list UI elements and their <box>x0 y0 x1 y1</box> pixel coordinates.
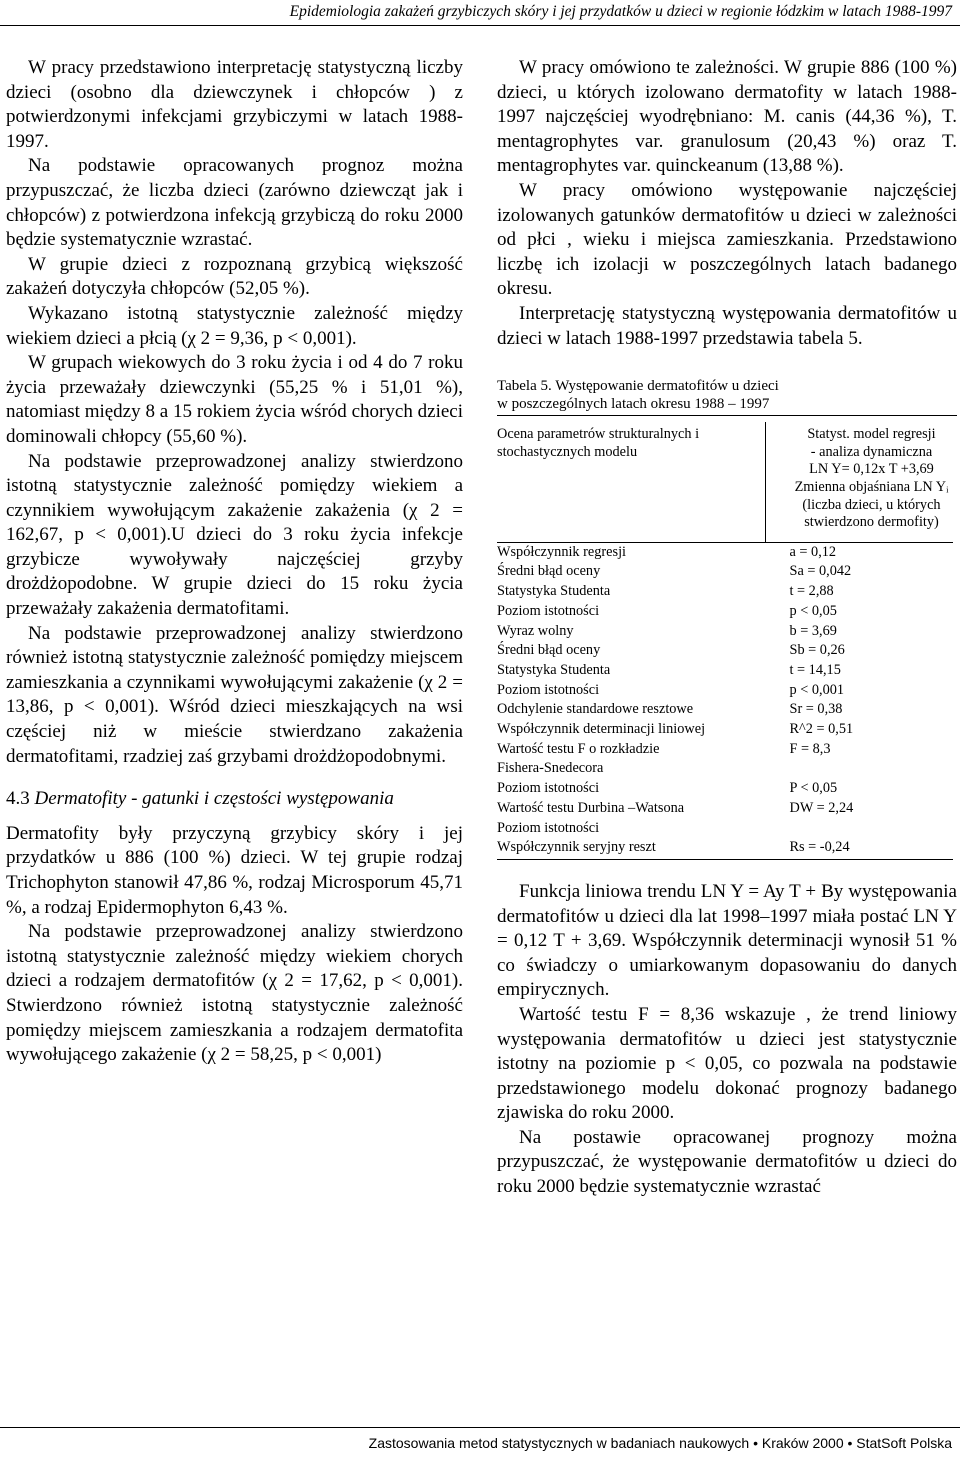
table-header-right <box>766 422 954 532</box>
page-header <box>0 0 960 26</box>
right-column <box>497 56 957 1200</box>
row-value: R^2 = 0,51 <box>789 721 854 738</box>
row-value: t = 2,88 <box>789 583 834 600</box>
row-value: Sb = 0,26 <box>789 642 845 659</box>
paragraph: W pracy przedstawiono interpretację statystyczną liczby dzieci (osobno dla dziewczynek i chłopców ) z potwierdzonymi infekcjami grzybiczymi w latach 1988-1997. <box>6 57 463 152</box>
paragraph: Na podstawie przeprowadzonej analizy stwierdzono istotną statystycznie zależność pomiędzy wiekiem a czynnikiem wywołującym zakażenie zakażenia (χ 2 = 162,67, p < 0,001).U dzieci do 3 roku życia infekcje grzybicze wywoływały najczęściej grzyby drożdżopodobne. W grupie dzieci do 15 roku życia przeważały zakażenia dermatofitami. <box>6 450 463 620</box>
table-header-line: - analiza dynamiczna <box>810 443 933 460</box>
table-row <box>497 661 953 681</box>
row-label: Statystyka Studenta <box>497 583 611 600</box>
paragraph: Interpretację statystyczną występowania dermatofitów u dzieci w latach 1988-1997 przedstawia tabela 5. <box>497 302 957 349</box>
row-value: P < 0,05 <box>789 780 838 797</box>
paragraph: W pracy omówiono występowanie najczęściej izolowanych gatunków dermatofitów u dzieci w zależności od płci , wieku i miejsca zamieszkania. Przedstawiono liczbę ich izolacji w poszczególnych latach badanego okresu. <box>497 179 957 300</box>
table-row <box>497 838 953 858</box>
table-row <box>497 799 953 819</box>
section-title: Dermatofity - gatunki i częstości występowania <box>34 788 394 810</box>
table-row <box>497 542 953 562</box>
table-caption-line: Tabela 5. Występowanie dermatofitów u dzieci <box>497 378 779 395</box>
row-value <box>766 819 954 839</box>
table-header-separator <box>497 532 953 543</box>
table-row <box>497 562 953 582</box>
row-label: Średni błąd oceny <box>497 563 601 580</box>
row-value: DW = 2,24 <box>789 799 854 816</box>
row-value: Sr = 0,38 <box>789 701 843 718</box>
table-row <box>497 681 953 701</box>
section-number: 4.3 <box>6 788 30 810</box>
table-top-rule <box>497 415 957 416</box>
header-rule <box>0 25 960 26</box>
row-value <box>766 759 954 779</box>
table-row <box>497 602 953 622</box>
table-header-left: Ocena parametrów strukturalnych i stochastycznych modelu <box>497 426 700 460</box>
table-header-row <box>497 422 953 532</box>
table-header-line: Zmienna objaśniana LN Yᵢ <box>794 478 949 495</box>
row-label: Wartość testu F o rozkładzie <box>497 740 660 757</box>
footer-text: Zastosowania metod statystycznych w badaniach naukowych • Kraków 2000 • StatSoft Polska <box>368 1435 952 1451</box>
section-heading <box>6 787 463 812</box>
row-label: Wartość testu Durbina –Watsona <box>497 799 685 816</box>
table-row <box>497 622 953 642</box>
regression-table <box>497 422 953 860</box>
row-label: Poziom istotności <box>497 819 600 836</box>
table-header-line: Statyst. model regresji <box>807 426 936 443</box>
row-value: Rs = -0,24 <box>789 839 850 856</box>
running-title: Epidemiologia zakażeń grzybiczych skóry i jej przydatków u dzieci w regionie łódzkim w latach 1988-1997 <box>289 3 952 20</box>
row-label: Współczynnik seryjny reszt <box>497 839 656 856</box>
footer-rule <box>0 1427 960 1428</box>
table-row <box>497 819 953 839</box>
row-value: F = 8,3 <box>789 740 831 757</box>
paragraph: Funkcja liniowa trendu LN Y = Ay T + By występowania dermatofitów u dzieci dla lat 1998–1997 miała postać LN Y = 0,12 T + 3,69. Współczynnik determinacji wynosił 51 % co świadczy o umiarkowanym dopasowaniu do danych empirycznych. <box>497 880 957 1001</box>
paragraph: Na podstawie przeprowadzonej analizy stwierdzono istotną statystycznie zależność między wiekiem chorych dzieci a rodzajem dermatofitów (χ 2 = 17,62, p < 0,001). Stwierdzono również istotną statystycznie zależność pomiędzy miejscem zamieszkania a rodzajem dermatofita wywołującego zakażenie (χ 2 = 58,25, p < 0,001) <box>6 921 463 1066</box>
row-label: Średni błąd oceny <box>497 642 601 659</box>
paragraph: W grupie dzieci z rozpoznaną grzybicą większość zakażeń dotyczyła chłopców (52,05 %). <box>6 253 463 300</box>
table-row <box>497 759 953 779</box>
row-label: Wyraz wolny <box>497 622 574 639</box>
page-footer <box>0 1427 960 1457</box>
table-caption-line: w poszczególnych latach okresu 1988 – 1997 <box>497 396 770 413</box>
paragraph: Wartość testu F = 8,36 wskazuje , że trend liniowy występowania dermatofitów u dzieci jest statystycznie istotny na poziomie p < 0,05, co pozwala na podstawie przedstawionego modelu dokonać prognozy badanego zjawiska do roku 2000. <box>497 1003 957 1124</box>
table-row <box>497 641 953 661</box>
table-header-line: (liczba dzieci, u których stwierdzono dermofity) <box>802 496 941 531</box>
row-label: Statystyka Studenta <box>497 661 611 678</box>
table-caption <box>497 377 957 413</box>
row-label: Poziom istotności <box>497 602 600 619</box>
paragraph: W grupach wiekowych do 3 roku życia i od 4 do 7 roku życia przeważały dziewczynki (55,25 % i 51,01 %), natomiast między 8 a 15 rokiem życia wśród chorych dzieci dominowali chłopcy (55,60 %). <box>6 352 463 447</box>
row-label: Poziom istotności <box>497 681 600 698</box>
row-value: a = 0,12 <box>789 543 837 560</box>
paragraph: Wykazano istotną statystycznie zależność między wiekiem dzieci a płcią (χ 2 = 9,36, p < 0,001). <box>6 302 463 349</box>
left-column <box>6 56 463 1068</box>
paragraph: Dermatofity były przyczyną grzybicy skóry i jej przydatków u 886 (100 %) dzieci. W tej grupie rodzaj Trichophyton stanowił 47,86 %, rodzaj Microsporum 45,71 %, a rodzaj Epidermophyton 6,43 %. <box>6 822 463 918</box>
row-value: p < 0,05 <box>789 602 837 619</box>
table-header-line: LN Y= 0,12x T +3,69 <box>809 461 934 478</box>
paragraph: Na podstawie opracowanych prognoz można przypuszczać, że liczba dzieci (zarówno dziewcząt jak i chłopców) z potwierdzona infekcją grzybiczą do roku 2000 będzie systematycznie wzrastać. <box>6 155 463 251</box>
paragraph: Na podstawie przeprowadzonej analizy stwierdzono również istotną statystycznie zależność pomiędzy miejscem zamieszkania a czynnikami wywołującymi zakażenie (χ 2 = 13,86, p < 0,001). Wśród dzieci mieszkających na wsi częściej niż w mieście stwierdzano zakażenia dermatofitami, rzadziej zaś grzybami drożdżopodobnymi. <box>6 622 463 767</box>
row-label: Odchylenie standardowe resztowe <box>497 701 694 718</box>
table-row <box>497 582 953 602</box>
row-label: Fishera-Snedecora <box>497 760 604 777</box>
row-value: b = 3,69 <box>789 622 837 639</box>
row-value: p < 0,001 <box>789 681 845 698</box>
table-row <box>497 700 953 720</box>
row-label: Współczynnik regresji <box>497 543 627 560</box>
paragraph: Na postawie opracowanej prognozy można przypuszczać, że występowanie dermatofitów u dzieci do roku 2000 będzie systematycznie wzrastać <box>497 1126 957 1198</box>
paragraph: W pracy omówiono te zależności. W grupie 886 (100 %) dzieci, u których izolowano dermatofity w latach 1988-1997 najczęściej wyodrębniano: M. canis (44,36 %), T. mentagrophytes var. granulosum (20,43 %) oraz T. mentagrophytes var. quinckeanum (13,88 %). <box>497 57 957 177</box>
row-value: Sa = 0,042 <box>789 563 852 580</box>
table-row <box>497 720 953 740</box>
table-row <box>497 740 953 760</box>
row-label: Poziom istotności <box>497 780 600 797</box>
row-label: Współczynnik determinacji liniowej <box>497 721 706 738</box>
row-value: t = 14,15 <box>789 661 841 678</box>
table-row <box>497 779 953 799</box>
